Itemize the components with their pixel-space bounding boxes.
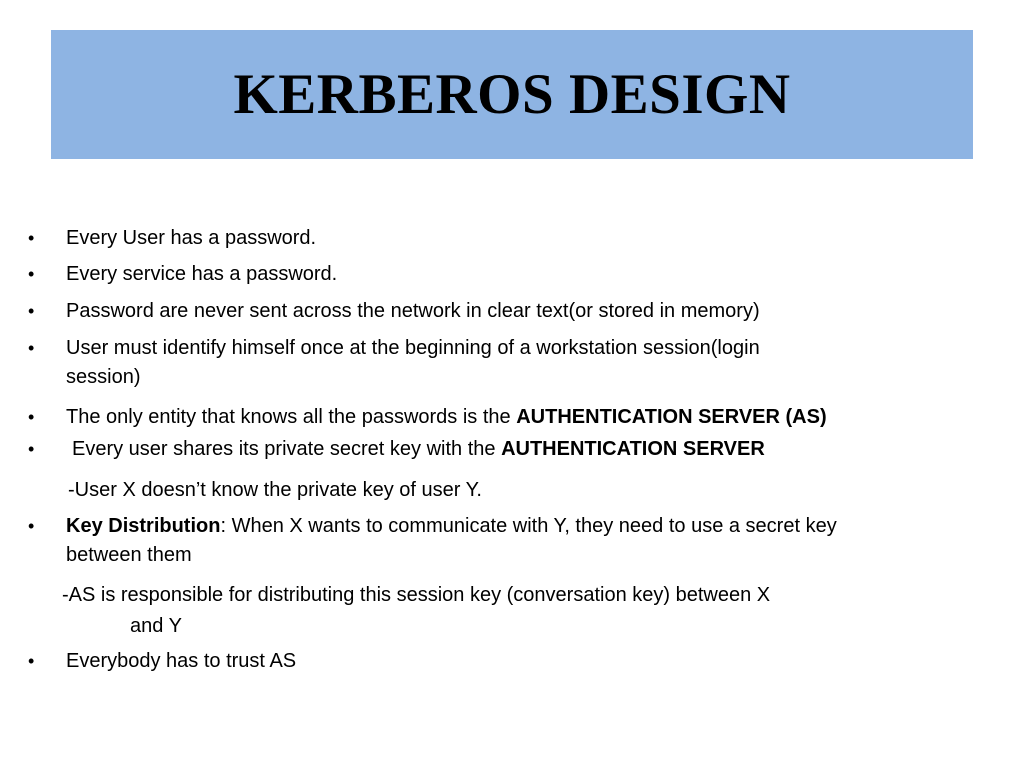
bullet-icon: •	[28, 338, 35, 358]
list-item: Everybody has to trust AS	[66, 650, 297, 672]
list-item-line: and Y	[130, 615, 182, 637]
bullet-icon: •	[28, 228, 35, 248]
list-item-line: session)	[66, 366, 141, 388]
slide-title: KERBEROS DESIGN	[233, 63, 791, 126]
list-item-text: Every user shares its private secret key with the	[72, 438, 502, 460]
bullet-icon: •	[28, 516, 35, 536]
list-item	[66, 334, 760, 392]
list-subitem	[62, 580, 770, 642]
list-item: Every User has a password.	[66, 227, 317, 249]
bullet-icon: •	[28, 439, 35, 459]
bullet-icon: •	[28, 407, 35, 427]
bullet-icon: •	[28, 264, 35, 284]
list-item-text: The only entity that knows all the passwords is the	[66, 406, 517, 428]
bullet-icon: •	[28, 301, 35, 321]
bullet-icon: •	[28, 651, 35, 671]
list-item	[66, 403, 827, 432]
list-item-emphasis: Key Distribution	[66, 515, 221, 537]
list-item-emphasis: AUTHENTICATION SERVER	[501, 438, 765, 460]
list-item	[72, 435, 765, 464]
list-subitem: -User X doesn’t know the private key of user Y.	[68, 479, 482, 501]
title-banner	[51, 30, 973, 159]
list-item: Password are never sent across the network in clear text(or stored in memory)	[66, 300, 760, 322]
list-item-line: between them	[66, 544, 192, 566]
list-item-text: : When X wants to communicate with Y, they need to use a secret key	[220, 515, 837, 537]
list-item	[66, 512, 837, 570]
list-item-line: -AS is responsible for distributing this session key (conversation key) between X	[62, 584, 771, 606]
list-item-emphasis: AUTHENTICATION SERVER (AS)	[516, 406, 827, 428]
list-item: Every service has a password.	[66, 263, 338, 285]
list-item-line: User must identify himself once at the beginning of a workstation session(login	[66, 337, 760, 359]
